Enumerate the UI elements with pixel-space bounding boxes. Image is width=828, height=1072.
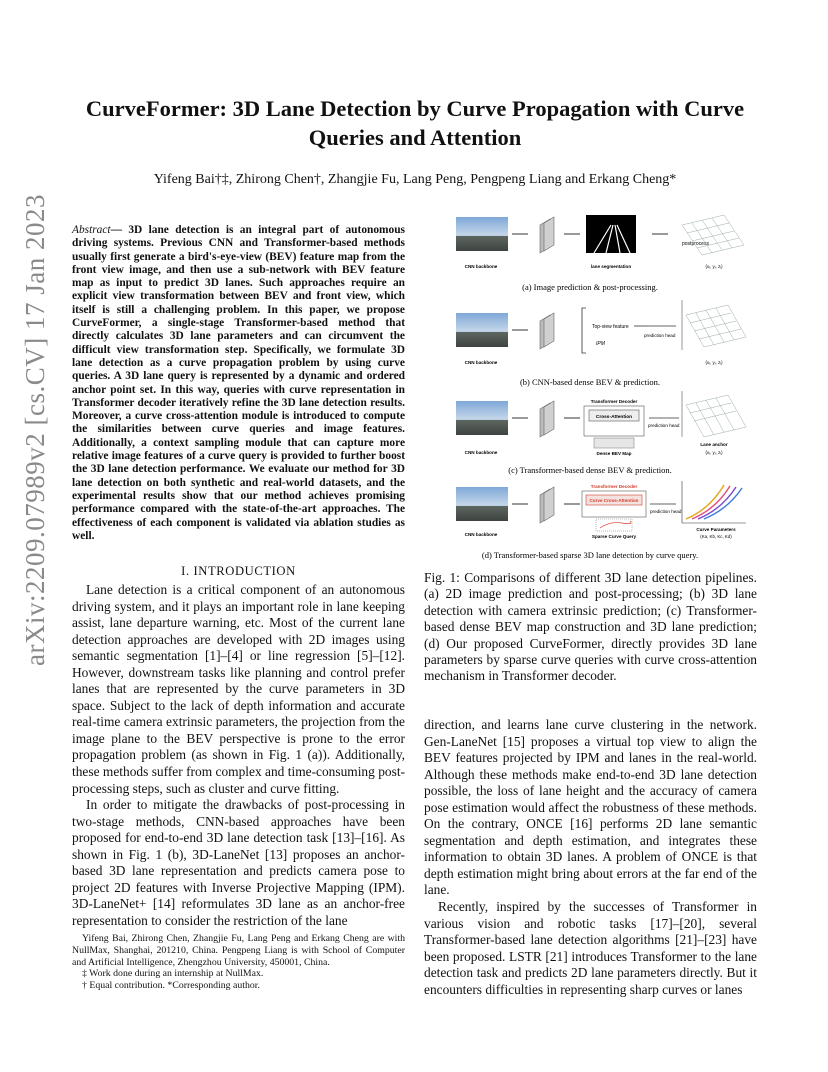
right-paragraph-1: direction, and learns lane curve clustering in the network. Gen-LaneNet [15] proposes a virtual top view to align the BEV features projected by IPM and lanes in the real-world. Although these methods make end-to-end 3D lane detection possible, the loss of lane height and the accuracy of camera pose estimation would affect the robustness of these methods. On the contrary, ONCE [16] performs 2D lane semantic segmentation and depth estimation, and integrates these information to obtain 3D lanes. A problem of ONCE is that depth estimation might bring about errors at the far end of the lane. — [424, 717, 757, 898]
cnn-backbone-label: CNN backbone — [464, 532, 498, 537]
cnn-backbone-label: CNN backbone — [464, 360, 498, 365]
right-column-text — [424, 717, 757, 998]
author-list: Yifeng Bai†‡, Zhirong Chen†, Zhangjie Fu, Lang Peng, Pengpeng Liang and Erkang Cheng* — [153, 172, 677, 187]
cnn-backbone-label: CNN backbone — [464, 450, 498, 455]
curve-parameters-label: Curve Parameters — [696, 527, 736, 532]
lane-segmentation-label: lane segmentation — [590, 264, 632, 269]
row-b-diagram — [456, 300, 746, 365]
cross-attention-label: Cross-Attention — [595, 415, 633, 420]
postprocess-label: postprocess — [682, 241, 709, 247]
bev-grid-b — [682, 300, 746, 350]
road-image-thumbnail — [456, 313, 508, 347]
abstract — [72, 224, 405, 543]
bev-grid-a — [682, 215, 744, 255]
introduction — [72, 582, 405, 929]
subcaption-a: (a) Image prediction & post-processing. — [522, 282, 658, 292]
curve-parameters-sub-label: (Ka, Kb, Kc, Kd) — [700, 534, 732, 539]
lane-anchor-label: Lane anchor — [700, 442, 728, 447]
road-image-thumbnail — [456, 487, 508, 521]
points-label-b: {xᵢ, yᵢ, zᵢ} — [705, 360, 723, 365]
sparse-curve-query-label: Sparse Curve Query — [591, 534, 637, 539]
curve-lanes-plot — [682, 481, 746, 523]
intro-paragraph-1: Lane detection is a critical component of an autonomous driving system, and it plays an important role in lane keeping assist, lane departure warning, etc. Most of the current lane detection approaches are developed with 2D images using semantic segmentation [1]–[4] or line regression [5]–[12]. However, downstream tasks like planning and control prefer lanes that are represented by the curve parameters in 3D space. Subject to the lack of depth information and accurate real-time camera extrinsic parameters, the projection from the image plane to the BEV perspective is prone to the error propagation problem (as shown in Fig. 1 (a)). Additionally, these methods suffer from complex and time-consuming post-processing steps, such as cluster and curve fitting. — [72, 582, 405, 796]
row-a-diagram — [456, 215, 744, 269]
transformer-decoder-label: Transformer Decoder — [590, 484, 638, 489]
abstract-label: Abstract — [72, 224, 111, 236]
dense-bev-label: Dense BEV Map — [596, 451, 632, 456]
footnotes — [72, 933, 405, 992]
transformer-decoder-label: Transformer Decoder — [590, 399, 638, 404]
section-heading: I. INTRODUCTION — [181, 564, 296, 578]
prediction-head-label: prediction head — [644, 333, 676, 338]
prediction-head-label: prediction head — [650, 509, 682, 514]
points-label-a: {xᵢ, yᵢ, zᵢ} — [705, 264, 723, 269]
curve-cross-attention-label: Curve Cross-Attention — [589, 498, 639, 503]
cnn-backbone-label: CNN backbone — [464, 264, 498, 269]
intro-paragraph-2: In order to mitigate the drawbacks of post-processing in two-stage methods, CNN-based approaches have been proposed for end-to-end 3D lane detection task [13]–[16]. As shown in Fig. 1 (b), 3D-LaneNet [13] proposes an anchor-based 3D lane representation and predicts camera pose to project 2D features with Inverse Projective Mapping (IPM). 3D-LaneNet+ [14] reformulates 3D lane as an anchor-free representation to consider the restriction of the lane — [72, 797, 405, 928]
abstract-text: — 3D lane detection is an integral part of autonomous driving systems. Previous CNN and Transformer-based methods usually first generate a bird's-eye-view (BEV) feature map from the front view image, and then use a sub-network with BEV feature map as input to predict 3D lanes. Such approaches require an explicit view transformation between BEV and front view, which itself is still a challenging problem. In this paper, we propose CurveFormer, a single-stage Transformer-based method that directly calculates 3D lane parameters and can circumvent the difficult view transformation step. Specifically, we formulate 3D lane detection as a curve propagation problem by using curve queries. A 3D lane query is represented by a dynamic and ordered anchor point set. In this way, queries with curve representation in Transformer decoder iteratively refine the 3D lane detection results. Moreover, a curve cross-attention module is introduced to compute the similarities between curve queries and image features. Additionally, a context sampling module that can capture more relative image features of a curve query is provided to further boost the 3D lane detection performance. We evaluate our method for 3D lane detection on both synthetic and real-world datasets, and the experimental results show that our method achieves promising performance compared with the state-of-the-art approaches. The effectiveness of each component is validated via ablation studies as well. — [72, 224, 405, 542]
prediction-head-label: prediction head — [648, 423, 680, 428]
road-image-thumbnail — [456, 217, 508, 251]
subcaption-c: (c) Transformer-based dense BEV & prediction. — [508, 465, 672, 475]
row-c-diagram — [456, 391, 746, 456]
row-d-diagram — [456, 481, 746, 539]
points-label-c: {xᵢ, yᵢ, zᵢ} — [705, 450, 723, 455]
subcaption-b: (b) CNN-based dense BEV & prediction. — [519, 377, 661, 387]
top-view-feature-label: Top-view feature — [592, 324, 629, 330]
footnote-contribution: † Equal contribution. *Corresponding author. — [82, 980, 260, 992]
figure-1 — [424, 205, 757, 565]
footnote-affiliations: Yifeng Bai, Zhirong Chen, Zhangjie Fu, Lang Peng and Erkang Cheng are with NullMax, Shanghai, 201210, China. Pengpeng Liang is with School of Computer and Artificial Intelligence, Zhengzhou University, 450001, China. — [72, 933, 405, 968]
road-image-thumbnail — [456, 401, 508, 435]
paper-title: CurveFormer: 3D Lane Detection by Curve Propagation with Curve Queries and Attention — [85, 96, 745, 150]
bev-grid-c — [682, 391, 746, 437]
figure-caption: Fig. 1: Comparisons of different 3D lane detection pipelines. (a) 2D image prediction and post-processing; (b) 3D lane detection with camera extrinsic prediction; (c) Transformer-based dense BEV map construction and 3D lane prediction; (d) Our proposed CurveFormer, directly provides 3D lane parameters by sparse curve queries with curve cross-attention mechanism in Transformer decoder. — [424, 570, 757, 684]
footnote-internship: ‡ Work done during an internship at NullMax. — [82, 968, 264, 980]
subcaption-d: (d) Transformer-based sparse 3D lane detection by curve query. — [481, 550, 699, 560]
arxiv-identifier: arXiv:2209.07989v2 [cs.CV] 17 Jan 2023 — [20, 194, 50, 666]
right-paragraph-2: Recently, inspired by the successes of Transformer in various vision and robotic tasks [17]–[20], several Transformer-based lane detection algorithms [21]–[23] have been proposed. LSTR [21] introduces Transformer to the lane detection task and predicts 2D lane parameters directly. But it encounters difficulties in representing sharp curves or lanes — [424, 899, 757, 997]
ipm-label: IPM — [596, 341, 605, 347]
